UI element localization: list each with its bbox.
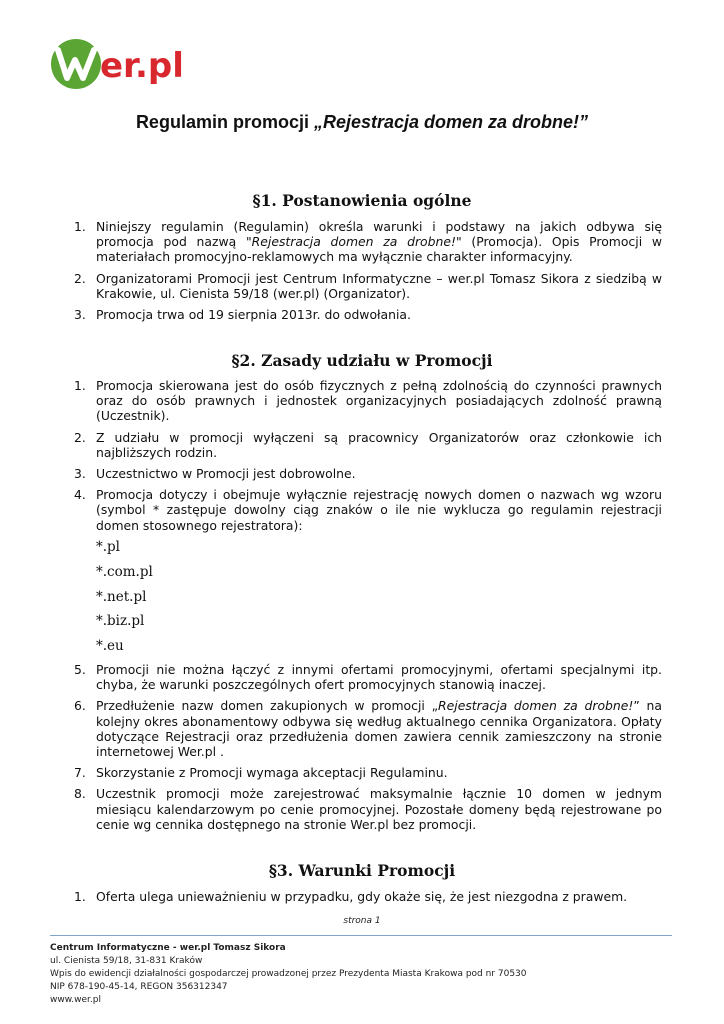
footer-divider <box>50 935 672 936</box>
domain-pattern: *.pl <box>96 539 121 555</box>
item-number: 1. <box>74 219 86 234</box>
list-item: 8. Uczestnik promocji może zarejestrować maksymalnie łącznie 10 domen w jednym miesiącu kalendarzowym po cenie promocyjnej. Pozostałe domeny będą rejestrowane po cenie wg cennika dostępnego na stronie Wer.pl bez promocji. <box>74 786 662 832</box>
domain-pattern: *.net.pl <box>96 589 147 605</box>
list-item: 3. Uczestnictwo w Promocji jest dobrowolne. <box>74 466 356 482</box>
document-title <box>0 112 724 133</box>
section-2-heading: §2. Zasady udziału w Promocji <box>231 351 493 370</box>
item-number: 8. <box>74 786 86 802</box>
item-number: 4. <box>74 487 86 503</box>
list-item: 2. Organizatorami Promocji jest Centrum Informatyczne – wer.pl Tomasz Sikora z siedzibą w Krakowie, ul. Cienista 59/18 (wer.pl) (Organizator). <box>74 270 662 301</box>
list-item: 7. Skorzystanie z Promocji wymaga akceptacji Regulaminu. <box>74 765 448 781</box>
footer-company: Centrum Informatyczne - wer.pl Tomasz Sikora <box>50 943 286 953</box>
domain-pattern: *.eu <box>96 638 124 654</box>
footer-ids: NIP 678-190-45-14, REGON 356312347 <box>50 982 228 992</box>
section-3-heading: §3. Warunki Promocji <box>268 861 456 880</box>
item-number: 2. <box>74 270 86 286</box>
title-prefix: Regulamin promocji <box>135 112 314 132</box>
list-item: 5. Promocji nie można łączyć z innymi ofertami promocyjnymi, ofertami specjalnymi itp. chyba, że warunki poszczególnych ofert promocyjnych stanowią inaczej. <box>74 662 662 693</box>
item-number: 2. <box>74 429 86 445</box>
item-number: 5. <box>74 662 86 677</box>
section-1-list <box>62 219 662 328</box>
footer <box>50 942 527 1007</box>
list-item: 4. Promocja dotyczy i obejmuje wyłącznie rejestrację nowych domen o nazwach wg wzoru (symbol * zastępuje dowolny ciąg znaków o ile nie wyklucza go regulamin rejestracji domen stosownego rejestratora): <box>74 487 662 533</box>
section-2-list-a <box>62 378 662 539</box>
list-item: 2. Z udziału w promocji wyłączeni są pracownicy Organizatorów oraz członkowie ich najbliższych rodzin. <box>74 429 662 460</box>
item-number: 3. <box>74 307 86 323</box>
footer-address: ul. Cienista 59/18, 31-831 Kraków <box>50 956 203 966</box>
list-item: 1. Promocja skierowana jest do osób fizycznych z pełną zdolnością do czynności prawnych oraz do osób prawnych i jednostek organizacyjnych posiadających zdolność prawną (Uczestnik). <box>74 378 662 424</box>
domain-pattern: *.biz.pl <box>96 613 145 629</box>
item-number: 7. <box>74 765 86 781</box>
item-number: 6. <box>74 698 86 714</box>
list-item: 6. Przedłużenie nazw domen zakupionych w promocji „Rejestracja domen za drobne!” na kolejny okres abonamentowy odbywa się według aktualnego cennika Organizatora. Opłaty dotyczące Rejestracji oraz przedłużenia domen zawiera cennik zamieszczony na stronie internetowej Wer.pl . <box>74 698 662 760</box>
item-number: 1. <box>74 378 86 393</box>
section-2-list-b <box>62 662 662 838</box>
wer-pl-logo-graphic <box>50 36 190 92</box>
domain-pattern: *.com.pl <box>96 564 153 580</box>
section-1-heading: §1. Postanowienia ogólne <box>252 191 472 210</box>
list-item: 1. Oferta ulega unieważnieniu w przypadku, gdy okaże się, że jest niezgodna z prawem. <box>74 889 628 904</box>
footer-registry: Wpis do ewidencji działalności gospodarczej prowadzonej przez Prezydenta Miasta Krakowa pod nr 70530 <box>50 969 527 979</box>
title-promo-name: „Rejestracja domen za drobne!” <box>313 112 589 132</box>
item-number: 3. <box>74 466 86 482</box>
list-item: 1. Niniejszy regulamin (Regulamin) określa warunki i podstawy na jakich odbywa się promocja pod nazwą "Rejestracja domen za drobne!" (Promocja). Opis Promocji w materiałach promocyjno-reklamowych ma wyłącznie charakter informacyjny. <box>74 219 662 265</box>
page-number: strona 1 <box>343 916 381 926</box>
footer-website: www.wer.pl <box>50 995 101 1005</box>
wer-pl-logo <box>50 36 190 92</box>
list-item: 3. Promocja trwa od 19 sierpnia 2013r. do odwołania. <box>74 307 411 323</box>
item-number: 1. <box>74 889 86 904</box>
section-3-list <box>62 889 662 910</box>
svg-text:er.pl: er.pl <box>100 46 184 86</box>
